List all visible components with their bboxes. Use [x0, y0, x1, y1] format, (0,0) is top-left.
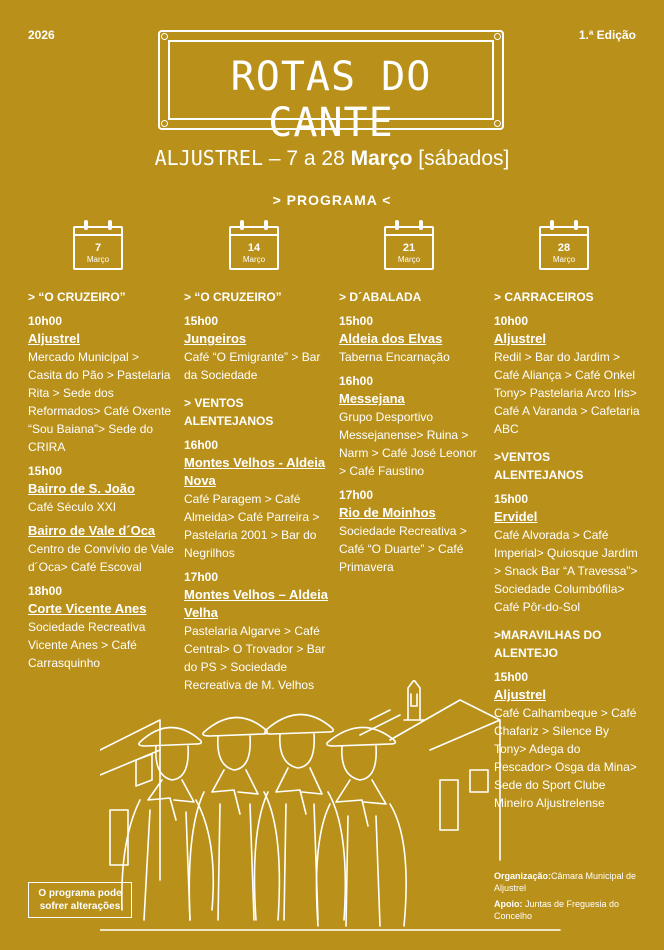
schedule-column — [339, 288, 485, 582]
edition-number: 1.ª Edição — [578, 28, 636, 42]
schedule-column — [184, 288, 330, 700]
calendar-month: Março — [552, 255, 576, 264]
stop-place: Bairro de S. João — [28, 481, 135, 496]
stop-venues: Café Paragem > Café Almeida> Café Parreira > Pastelaria 2001 > Bar do Negrilhos — [184, 492, 320, 560]
stop-time: 18h00 — [28, 584, 63, 598]
calendar-icon — [73, 226, 123, 270]
schedule-column — [28, 288, 174, 678]
event-subtitle — [0, 146, 664, 171]
stop-venues: Mercado Municipal > Casita do Pão > Pastelaria Rita > Sede dos Reformados> Café Oxente “Sou Baiana”> Sede do CRIRA — [28, 350, 172, 454]
calendar-icon — [229, 226, 279, 270]
programa-heading: > PROGRAMA < — [272, 192, 392, 208]
calendar-icon — [384, 226, 434, 270]
stop-time: 16h00 — [184, 438, 219, 452]
stop-time: 16h00 — [339, 374, 374, 388]
calendar-icon — [539, 226, 589, 270]
stop-place: Messejana — [339, 391, 405, 406]
stop-place: Jungeiros — [184, 331, 247, 346]
route-name: > CARRACEIROS — [494, 290, 594, 304]
stop-place: Aljustrel — [494, 687, 547, 702]
stop-venues: Taberna Encarnação — [339, 350, 450, 364]
route-name: >VENTOS ALENTEJANOS — [494, 450, 584, 482]
stop-place: Aljustrel — [494, 331, 547, 346]
stop-time: 17h00 — [339, 488, 374, 502]
stop-time: 15h00 — [184, 314, 219, 328]
calendar-day: 7 — [94, 242, 102, 254]
stop-time: 10h00 — [494, 314, 529, 328]
stop-venues: Sociedade Recreativa > Café “O Duarte” > Café Primavera — [339, 524, 467, 574]
stop-place: Montes Velhos – Aldeia Velha — [184, 587, 329, 620]
stop-venues: Grupo Desportivo Messejanense> Ruina > Narm > Café José Leonor > Café Faustino — [339, 410, 477, 478]
program-change-notice: O programa pode sofrer alterações — [28, 882, 132, 918]
subtitle-month: Março — [350, 147, 413, 170]
organizer-line: Organização:Câmara Municipal de Aljustrel — [494, 871, 637, 893]
stop-time: 17h00 — [184, 570, 219, 584]
subtitle-range: 7 a 28 — [286, 147, 351, 170]
calendar-day: 28 — [557, 242, 571, 254]
support-line: Apoio: Juntas de Freguesia do Concelho — [494, 899, 620, 921]
stop-venues: Café “O Emigrante” > Bar da Sociedade — [184, 350, 321, 382]
stop-place: Aljustrel — [28, 331, 81, 346]
route-name: > “O CRUZEIRO” — [28, 290, 126, 304]
stop-time: 15h00 — [28, 464, 63, 478]
stop-time: 15h00 — [494, 670, 529, 684]
subtitle-dash: – — [263, 147, 287, 170]
calendar-month: Março — [242, 255, 266, 264]
calendar-month: Março — [86, 255, 110, 264]
route-name: > D´ABALADA — [339, 290, 422, 304]
stop-time: 15h00 — [494, 492, 529, 506]
stop-venues: Sociedade Recreativa Vicente Anes > Café Carrasquinho — [28, 620, 146, 670]
subtitle-days: [sábados] — [412, 147, 510, 170]
route-name: >MARAVILHAS DO ALENTEJO — [494, 628, 602, 660]
stop-place: Montes Velhos - Aldeia Nova — [184, 455, 326, 488]
route-name: > “O CRUZEIRO” — [184, 290, 282, 304]
stop-venues: Centro de Convívio de Vale d´Oca> Café Escoval — [28, 542, 174, 574]
stop-venues: Café Alvorada > Café Imperial> Quiosque Jardim > Snack Bar “A Travessa”> Sociedade Columbófila> Café Pôr-do-Sol — [494, 528, 638, 614]
title-sign — [158, 30, 504, 146]
route-name: > VENTOS ALENTEJANOS — [184, 396, 274, 428]
stop-time: 10h00 — [28, 314, 63, 328]
stop-place: Bairro de Vale d´Oca — [28, 523, 156, 538]
calendar-day: 14 — [247, 242, 261, 254]
calendar-month: Março — [397, 255, 421, 264]
poster-title: ROTAS DO CANTE — [230, 54, 432, 146]
edition-year: 2026 — [28, 28, 55, 42]
stop-place: Rio de Moinhos — [339, 505, 436, 520]
stop-venues: Pastelaria Algarve > Café Central> O Trovador > Bar do PS > Sociedade Recreativa de M. Velhos — [184, 624, 326, 692]
stop-place: Ervidel — [494, 509, 538, 524]
stop-time: 15h00 — [339, 314, 374, 328]
stop-place: Aldeia dos Elvas — [339, 331, 443, 346]
stop-venues: Redil > Bar do Jardim > Café Aliança > Café Onkel Tony> Pastelaria Arco Iris> Café A Varanda > Cafetaria ABC — [494, 350, 640, 436]
stop-venues: Café Calhambeque > Café Chafariz > Silence By Tony> Adega do Pescador> Osga da Mina> Sede do Sport Clube Mineiro Aljustrelense — [494, 706, 637, 810]
subtitle-place: ALJUSTREL — [154, 146, 263, 170]
stop-venues: Café Século XXI — [28, 500, 117, 514]
organization-credits — [494, 870, 644, 922]
stop-place: Corte Vicente Anes — [28, 601, 147, 616]
calendar-day: 21 — [402, 242, 416, 254]
